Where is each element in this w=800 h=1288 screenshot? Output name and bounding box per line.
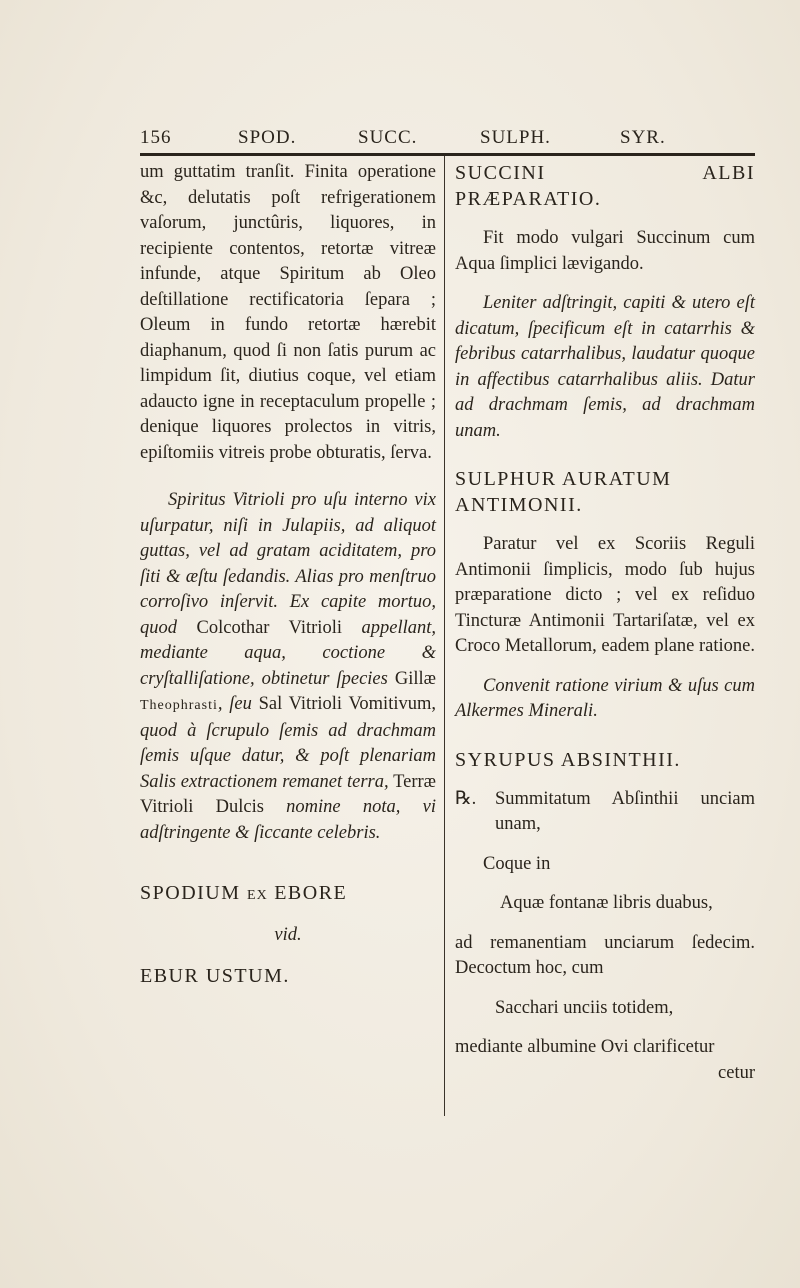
recipe-line-4: ad remanentiam unciarum ſedecim. Decoctum hoc, cum <box>455 932 755 978</box>
left-paragraph-1: um guttatim tranſit. Finita operatione &c, delutatis poſt refrigerationem vaſorum, junctûris, liquores, in recipiente contentos, retortæ vitreæ infunde, atque Spiritum ab Oleo deſtillatione rectificatoria ſepara ; Oleum in fundo retortæ hærebit diaphanum, quod ſi non ſatis purum ac limpidum ſit, diutius coque, vel etiam adaucto igne in receptaculum propelle ; denique liquores prolectos in vitris, epiſtomiis vitreis probe obturatis, ſerva. <box>140 162 436 463</box>
recipe-line-5: Sacchari unciis totidem, <box>495 997 674 1018</box>
recipe-symbol: ℞. <box>455 788 477 809</box>
header-rule <box>140 153 755 156</box>
left-vid: vid. <box>274 925 302 945</box>
header-word-3: SULPH. <box>480 127 551 148</box>
right-paragraph-3: Paratur vel ex Scoriis Reguli Antimonii ſimplicis, modo ſub hujus præparatione dicto ; vel ex reſiduo Tincturæ Antimonii Tartariſatæ, vel ex Croco Metallorum, eadem plane ratione. <box>455 534 756 656</box>
recipe-line-6: mediante albumine Ovi clarificetur <box>455 1037 715 1057</box>
right-heading-sulphur-1: SULPHUR AURATUM <box>455 468 672 490</box>
recipe-line-2: Coque in <box>483 853 551 874</box>
recipe-line-1: ℞. Summitatum Abſinthii unciam unam, <box>455 787 755 838</box>
recipe-line-3: Aquæ fontanæ libris duabus, <box>500 893 713 913</box>
right-column <box>455 160 755 1086</box>
page-number: 156 <box>140 127 172 148</box>
header-word-1: SPOD. <box>238 127 297 148</box>
right-paragraph-4: Convenit ratione virium & uſus cum Alkermes Minerali. <box>455 675 755 721</box>
catchword: cetur <box>718 1062 755 1083</box>
right-paragraph-1: Fit modo vulgari Succinum cum Aqua ſimplici lævigando. <box>455 228 755 274</box>
left-column <box>140 160 436 989</box>
right-heading-sulphur-2: ANTIMONII. <box>455 494 583 516</box>
right-paragraph-2: Leniter adſtringit, capiti & utero eſt dicatum, ſpecificum eſt in catarrhis & febribus catarrhalibus, laudatur quoque in affectibus catarrhalibus aliis. Datur ad drachmam ſemis, ad drachmam unam. <box>455 293 755 441</box>
left-heading-ebur: EBUR USTUM. <box>140 964 290 987</box>
right-heading-syrupus: SYRUPUS ABSINTHII. <box>455 748 681 771</box>
running-header <box>140 127 755 155</box>
header-word-4: SYR. <box>620 127 666 148</box>
left-paragraph-2: Spiritus Vitrioli pro uſu interno vix uſurpatur, niſi in Julapiis, ad aliquot guttas, vel ad gratam aciditatem, pro ſiti & æſtu ſedandis. Alias pro menſtruo corroſivo inſervit. Ex capite mortuo, quod Colcothar Vitrioli appellant, mediante aqua, coctione & cryſtalliſatione, obtinetur ſpecies Gillæ Theophrasti, ſeu Sal Vitrioli Vomitivum, quod à ſcrupulo ſemis ad drachmam ſemis uſque datur, & poſt plenariam Salis extractionem remanet terra, Terræ Vitrioli Dulcis nomine nota, vi adſtringente & ſiccante celebris. <box>140 490 436 843</box>
left-heading-spodium: SPODIUM EX EBORE <box>140 882 348 904</box>
right-heading-succini: SUCCINI ALBI PRÆPARATIO. <box>455 162 755 210</box>
header-word-2: SUCC. <box>358 127 418 148</box>
column-divider <box>444 156 445 1116</box>
